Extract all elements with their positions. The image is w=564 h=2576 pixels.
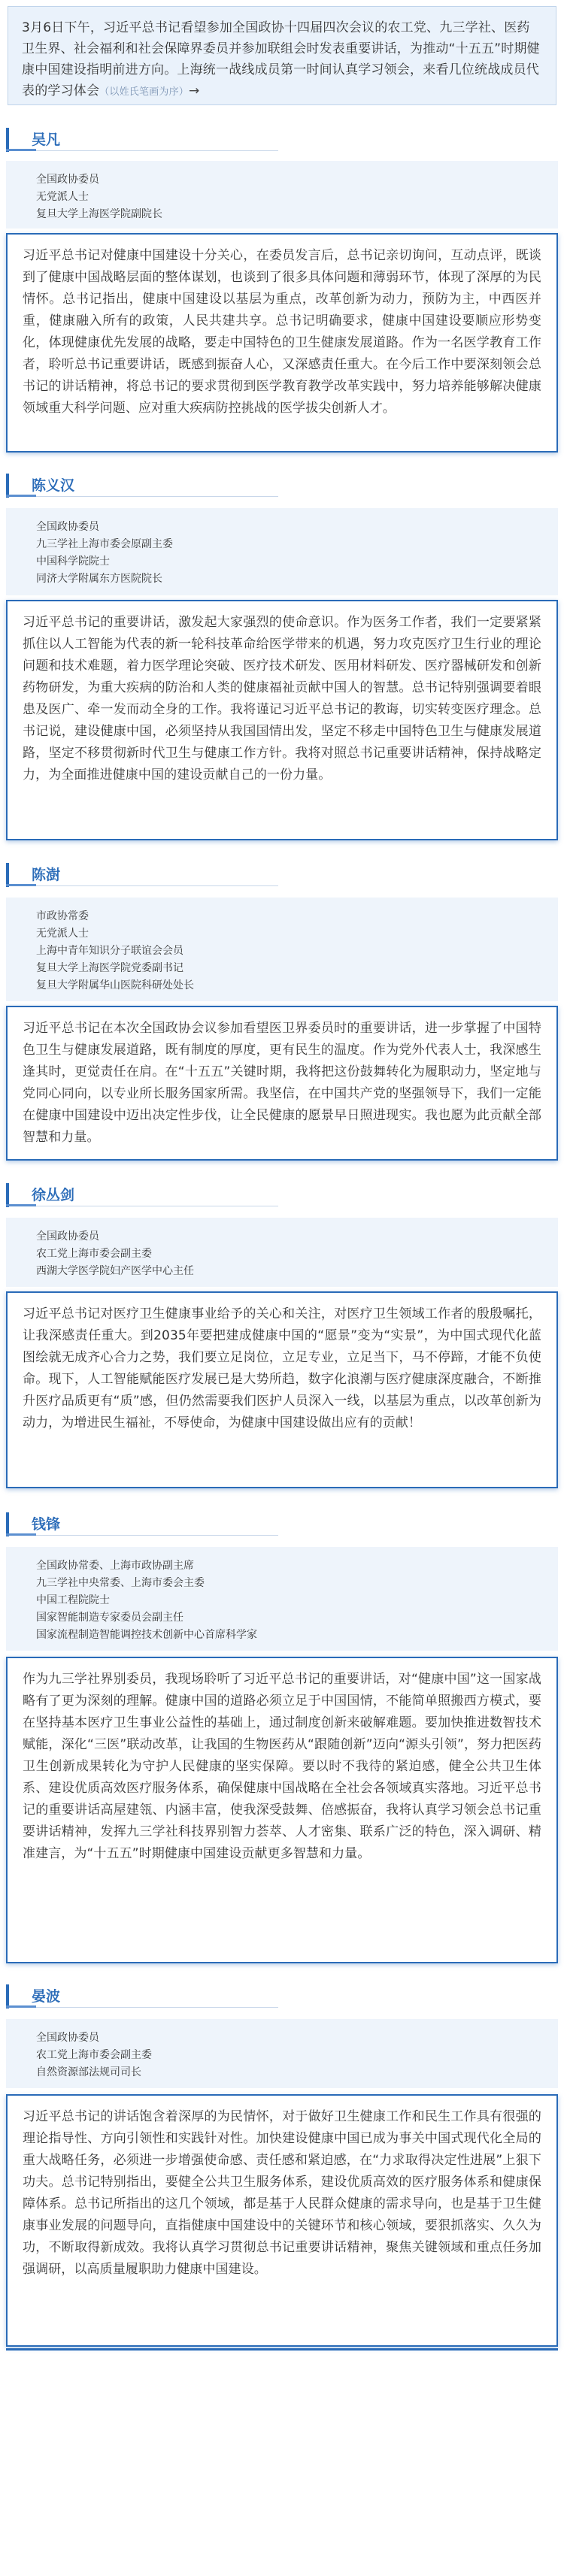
affiliation-line: 上海中青年知识分子联谊会会员 <box>36 945 183 957</box>
remarks-text: 习近平总书记的讲话饱含着深厚的为民情怀，对于做好卫生健康工作和民生工作具有很强的理论指导性、方向引领性和实践针对性。加快建设健康中国已成为事关中国式现代化全局的重大战略任务，必须进一步增强使命感、责任感和紧迫感，在“力求取得决定性进展”上狠下功夫。总书记特别指出，要健全公共卫生服务体系，建设优质高效的医疗服务体系和健康保障体系。总书记所指出的这几个领域，都是基于人民群众健康的需求导向，也是基于卫生健康事业发展的问题导向，直指健康中国建设中的关键环节和核心领域，要狠抓落实、久久为功，不断取得新成效。我将认真学习贯彻总书记重要讲话精神，聚焦关键领域和重点任务加强调研，以高质量履职助力健康中国建设。 <box>23 2109 541 2277</box>
name-divider <box>6 1535 278 1536</box>
affiliation-line: 全国政协委员 <box>36 1230 99 1243</box>
intro-text <box>22 17 542 103</box>
affiliation-line: 复旦大学上海医学院副院长 <box>36 208 162 220</box>
affiliation-panel <box>6 898 558 1001</box>
name-divider <box>6 496 278 497</box>
remarks-box <box>6 1657 558 1963</box>
affiliation-line: 全国政协委员 <box>36 174 99 186</box>
affiliation-panel <box>6 1547 558 1651</box>
affiliation-line: 农工党上海市委会副主委 <box>36 2049 152 2061</box>
remarks-box <box>6 2094 558 2347</box>
affiliation-line: 国家流程制造智能调控技术创新中心首席科学家 <box>36 1629 257 1641</box>
affiliation-line: 中国科学院院士 <box>36 555 110 568</box>
name-divider <box>6 150 278 151</box>
affiliation-line: 市政协常委 <box>36 910 89 922</box>
affiliation-line: 西湖大学医学院妇产医学中心主任 <box>36 1265 194 1277</box>
intro-sort-note: （以姓氏笔画为序） <box>99 86 190 98</box>
affiliation-panel <box>6 161 558 229</box>
affiliation-line: 无党派人士 <box>36 191 89 203</box>
person-name: 晏波 <box>32 1988 61 2005</box>
remarks-box <box>6 1006 558 1161</box>
intro-box <box>8 6 556 105</box>
remarks-box <box>6 600 558 840</box>
affiliation-line: 中国工程院院士 <box>36 1594 110 1606</box>
affiliation-line: 九三学社中央常委、上海市委会主委 <box>36 1577 205 1589</box>
affiliation-panel <box>6 508 558 595</box>
remarks-box <box>6 233 558 453</box>
affiliation-line: 复旦大学附属华山医院科研处处长 <box>36 979 194 991</box>
remarks-text: 习近平总书记在本次全国政协会议参加看望医卫界委员时的重要讲话，进一步掌握了中国特色卫生与健康发展道路，既有制度的厚度，更有民生的温度。作为党外代表人士，我深感生逢其时，更觉责任在肩。在“十五五”关键时期，我将把这份鼓舞转化为履职动力，坚定地与党同心同向，以专业所长服务国家所需。我坚信，在中国共产党的坚强领导下，我们一定能在健康中国建设中迈出决定性步伐，让全民健康的愿景早日照进现实。我也愿为此贡献全部智慧和力量。 <box>23 1021 541 1145</box>
remarks-text: 习近平总书记对健康中国建设十分关心，在委员发言后，总书记亲切询问，互动点评，既谈到了健康中国战略层面的整体谋划，也谈到了很多具体问题和薄弱环节，体现了深厚的为民情怀。总书记指出，健康中国建设以基层为重点，改革创新为动力，预防为主，中西医并重，健康融入所有的政策，人民共建共享。总书记明确要求，健康中国建设要顺应形势变化，体现健康优先发展的战略，要走中国特色的卫生健康发展道路。作为一名医学教育工作者，聆听总书记重要讲话，既感到振奋人心，又深感责任重大。在今后工作中要深刻领会总书记的讲话精神，将总书记的要求贯彻到医学教育教学改革实践中，努力培养能够解决健康领域重大科学问题、应对重大疾病防控挑战的医学拔尖创新人才。 <box>23 248 541 416</box>
person-name: 徐丛剑 <box>32 1187 75 1203</box>
person-name: 陈义汉 <box>32 477 75 494</box>
affiliation-line: 复旦大学上海医学院党委副书记 <box>36 962 183 974</box>
affiliation-panel <box>6 2019 558 2088</box>
person-name: 陈澍 <box>32 867 61 883</box>
remarks-box <box>6 1291 558 1488</box>
affiliation-line: 国家智能制造专家委员会副主任 <box>36 1612 183 1624</box>
affiliation-line: 农工党上海市委会副主委 <box>36 1248 152 1260</box>
affiliation-line: 全国政协常委、上海市政协副主席 <box>36 1560 194 1572</box>
remarks-text: 习近平总书记对医疗卫生健康事业给予的关心和关注，对医疗卫生领域工作者的殷殷嘱托，让我深感责任重大。到2035年要把建成健康中国的“愿景”变为“实景”，为中国式现代化蓝图绘就无成齐心合力之势，我们要立足岗位，立足专业，立足当下，马不停蹄，才能不负使命。现下，人工智能赋能医疗发展已是大势所趋，数字化浪潮与医疗健康深度融合，不断推升医疗品质更有“质”感，但仍然需要我们医护人员深入一线，以基层为重点，以改革创新为动力，为增进民生福祉，不辱使命，为健康中国建设做出应有的贡献！ <box>23 1306 541 1430</box>
affiliation-line: 全国政协委员 <box>36 2032 99 2044</box>
bottom-divider <box>6 2348 558 2350</box>
affiliation-line: 自然资源部法规司司长 <box>36 2066 141 2078</box>
person-name: 吴凡 <box>32 132 61 148</box>
arrow-right-icon: → <box>189 83 200 98</box>
remarks-text: 作为九三学社界别委员，我现场聆听了习近平总书记的重要讲话，对“健康中国”这一国家战略有了更为深刻的理解。健康中国的道路必须立足于中国国情，不能简单照搬西方模式，要在坚持基本医疗卫生事业公益性的基础上，通过制度创新来破解难题。要加快推进数智技术赋能，深化“三医”联动改革，让我国的生物医药从“跟随创新”迈向“源头引领”，努力把医药卫生创新成果转化为守护人民健康的坚实保障。要以时不我待的紧迫感，健全公共卫生体系、建设优质高效医疗服务体系，确保健康中国战略在全社会各领域真实落地。习近平总书记的重要讲话高屋建瓴、内涵丰富，使我深受鼓舞、倍感振奋，我将认真学习领会总书记重要讲话精神，发挥九三学社科技界别智力荟萃、人才密集、联系广泛的特色，深入调研、精准建言，为“十五五”时期健康中国建设贡献更多智慧和力量。 <box>23 1672 542 1861</box>
affiliation-line: 全国政协委员 <box>36 521 99 533</box>
person-name: 钱锋 <box>32 1516 61 1533</box>
affiliation-panel <box>6 1218 558 1287</box>
name-divider <box>6 885 278 886</box>
affiliation-line: 同济大学附属东方医院院长 <box>36 573 162 585</box>
name-divider <box>6 2007 278 2008</box>
affiliation-line: 九三学社上海市委会原副主委 <box>36 538 173 550</box>
remarks-text: 习近平总书记的重要讲话，激发起大家强烈的使命意识。作为医务工作者，我们一定要紧紧抓住以人工智能为代表的新一轮科技革命给医学带来的机遇，努力攻克医疗卫生行业的理论问题和技术难题，着力医学理论突破、医疗技术研发、医用材料研发、医疗器械研发和创新药物研发，为重大疾病的防治和人类的健康福祉贡献中国人的智慧。总书记特别强调要着眼患及医广、牵一发而动全身的工作。我将谨记习近平总书记的教诲，切实转变医疗理念。总书记说，建设健康中国，必须坚持从我国国情出发，坚定不移走中国特色卫生与健康发展道路，坚定不移贯彻新时代卫生与健康工作方针。我将对照总书记重要讲话精神，保持战略定力，为全面推进健康中国的建设贡献自己的一份力量。 <box>23 615 541 782</box>
affiliation-line: 无党派人士 <box>36 928 89 940</box>
intro-paragraph: 3月6日下午，习近平总书记看望参加全国政协十四届四次会议的农工党、九三学社、医药卫生界、社会福利和社会保障界委员并参加联组会时发表重要讲话，为推动“十五五”时期健康中国建设指明前进方向。上海统一战线成员第一时间认真学习领会，来看几位统战成员代表的学习体会 <box>22 20 540 98</box>
